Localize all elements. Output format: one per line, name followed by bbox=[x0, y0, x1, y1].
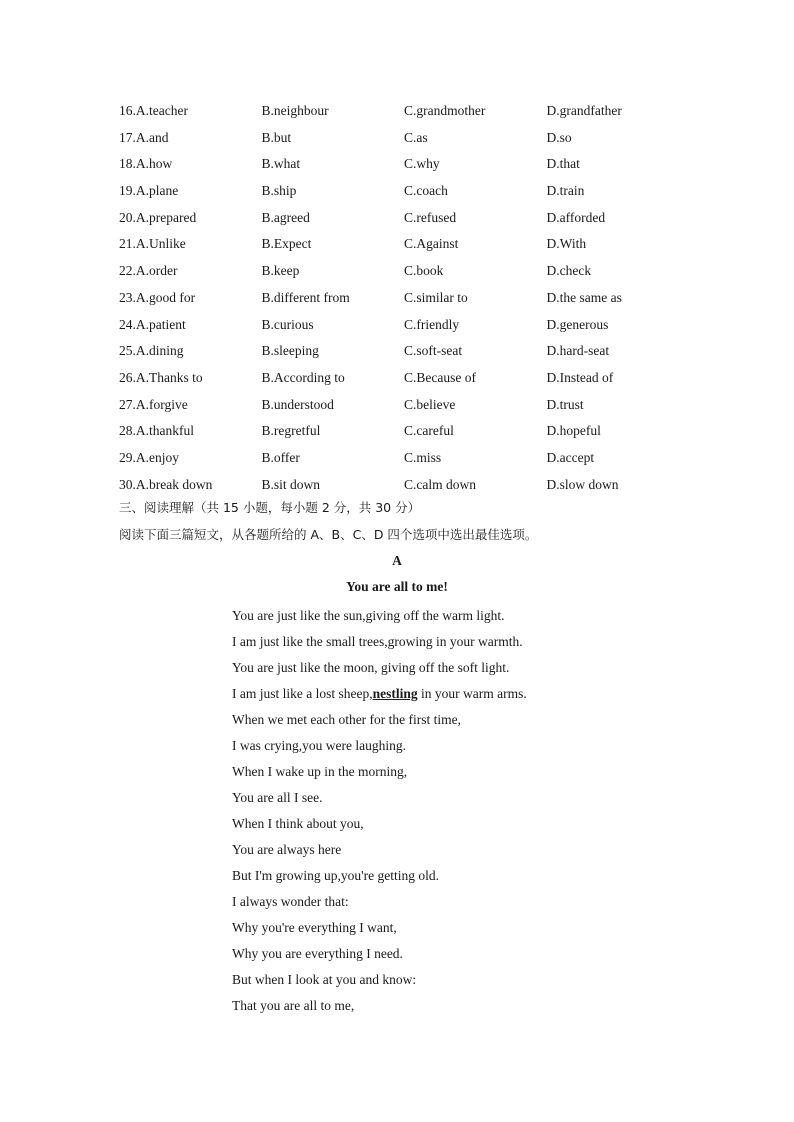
option-c: C.refused bbox=[404, 209, 457, 225]
option-c: C.calm down bbox=[404, 476, 476, 492]
option-row bbox=[119, 285, 739, 312]
option-b: B.what bbox=[261, 156, 301, 172]
option-row bbox=[119, 178, 739, 205]
option-d: D.that bbox=[546, 156, 580, 172]
option-c: C.grandmother bbox=[404, 103, 486, 118]
option-d: D.hopeful bbox=[546, 423, 601, 439]
option-row bbox=[119, 418, 739, 445]
option-c: C.careful bbox=[404, 423, 454, 439]
option-c: C.as bbox=[404, 129, 428, 145]
cloze-options-list bbox=[119, 98, 739, 498]
poem-line: But I'm growing up,you're getting old. bbox=[232, 868, 439, 883]
option-d: D.train bbox=[546, 183, 585, 199]
poem-line: Why you are everything I need. bbox=[232, 946, 403, 961]
option-b: B.According to bbox=[261, 369, 345, 385]
option-row bbox=[119, 338, 739, 365]
option-row bbox=[119, 365, 739, 392]
option-d: D.afforded bbox=[546, 209, 606, 225]
option-b: B.Expect bbox=[261, 236, 312, 252]
poem-line: You are just like the sun,giving off the warm light. bbox=[232, 608, 505, 623]
option-c: C.friendly bbox=[404, 316, 460, 332]
poem-line bbox=[232, 681, 527, 707]
option-a: 25.A.dining bbox=[119, 343, 184, 359]
poem-line: That you are all to me, bbox=[232, 998, 355, 1013]
option-d: D.check bbox=[546, 263, 592, 279]
option-c: C.coach bbox=[404, 183, 448, 199]
option-c: C.book bbox=[404, 263, 444, 279]
poem-body bbox=[232, 603, 527, 1019]
poem-text: I am just like a lost sheep, bbox=[232, 686, 373, 701]
option-d: D.generous bbox=[546, 316, 609, 332]
option-a: 27.A.forgive bbox=[119, 396, 188, 412]
option-row bbox=[119, 98, 739, 125]
option-row bbox=[119, 151, 739, 178]
option-d: D.accept bbox=[546, 449, 595, 465]
option-c: C.believe bbox=[404, 396, 456, 412]
option-row bbox=[119, 231, 739, 258]
option-d: D.so bbox=[546, 129, 572, 145]
option-a: 19.A.plane bbox=[119, 183, 179, 199]
option-b: B.sit down bbox=[261, 476, 321, 492]
option-a: 21.A.Unlike bbox=[119, 236, 186, 252]
option-b: B.keep bbox=[261, 263, 300, 279]
option-row bbox=[119, 472, 739, 499]
option-d: D.hard-seat bbox=[546, 343, 610, 359]
poem-line: I am just like the small trees,growing in your warmth. bbox=[232, 634, 523, 649]
poem-line: I was crying,you were laughing. bbox=[232, 738, 406, 753]
option-c: C.Because of bbox=[404, 369, 476, 385]
poem-line: When I wake up in the morning, bbox=[232, 764, 408, 779]
option-a: 18.A.how bbox=[119, 156, 173, 172]
option-b: B.agreed bbox=[261, 209, 310, 225]
option-c: C.miss bbox=[404, 449, 442, 465]
section-instruction: 阅读下面三篇短文，从各题所给的 A、B、C、D 四个选项中选出最佳选项。 bbox=[119, 527, 538, 542]
option-a: 23.A.good for bbox=[119, 289, 196, 305]
option-b: B.regretful bbox=[261, 423, 321, 439]
poem-text: in your warm arms. bbox=[417, 686, 527, 701]
poem-line: You are all I see. bbox=[232, 790, 323, 805]
poem-title: You are all to me! bbox=[346, 579, 448, 594]
option-row bbox=[119, 258, 739, 285]
option-a: 26.A.Thanks to bbox=[119, 369, 203, 385]
poem-line: You are just like the moon, giving off the soft light. bbox=[232, 660, 510, 675]
section-heading: 三、阅读理解（共 15 小题，每小题 2 分，共 30 分） bbox=[119, 500, 421, 515]
option-d: D.slow down bbox=[546, 476, 619, 492]
option-b: B.curious bbox=[261, 316, 314, 332]
option-b: B.understood bbox=[261, 396, 334, 412]
option-d: D.trust bbox=[546, 396, 584, 412]
poem-line: I always wonder that: bbox=[232, 894, 349, 909]
option-d: D.grandfather bbox=[546, 103, 622, 118]
option-b: B.but bbox=[261, 129, 292, 145]
option-row bbox=[119, 205, 739, 232]
option-row bbox=[119, 125, 739, 152]
option-a: 22.A.order bbox=[119, 263, 178, 279]
option-c: C.why bbox=[404, 156, 440, 172]
option-d: D.With bbox=[546, 236, 587, 252]
option-d: D.Instead of bbox=[546, 369, 614, 385]
highlighted-word: nestling bbox=[372, 686, 418, 701]
poem-line: But when I look at you and know: bbox=[232, 972, 417, 987]
option-b: B.ship bbox=[261, 183, 297, 199]
option-a: 29.A.enjoy bbox=[119, 449, 179, 465]
option-row bbox=[119, 445, 739, 472]
option-b: B.neighbour bbox=[261, 103, 329, 118]
poem-line: You are always here bbox=[232, 842, 342, 857]
option-a: 16.A.teacher bbox=[119, 103, 188, 118]
option-c: C.soft-seat bbox=[404, 343, 463, 359]
option-a: 30.A.break down bbox=[119, 476, 213, 492]
poem-line: When I think about you, bbox=[232, 816, 364, 831]
option-row bbox=[119, 312, 739, 339]
option-row bbox=[119, 392, 739, 419]
option-a: 20.A.prepared bbox=[119, 209, 197, 225]
option-b: B.different from bbox=[261, 289, 350, 305]
poem-line: Why you're everything I want, bbox=[232, 920, 397, 935]
poem-line: When we met each other for the first time, bbox=[232, 712, 462, 727]
option-d: D.the same as bbox=[546, 289, 622, 305]
option-c: C.similar to bbox=[404, 289, 468, 305]
option-a: 17.A.and bbox=[119, 129, 169, 145]
option-b: B.offer bbox=[261, 449, 300, 465]
option-a: 28.A.thankful bbox=[119, 423, 194, 439]
option-b: B.sleeping bbox=[261, 343, 319, 359]
passage-label: A bbox=[392, 553, 402, 568]
option-c: C.Against bbox=[404, 236, 459, 252]
option-a: 24.A.patient bbox=[119, 316, 186, 332]
